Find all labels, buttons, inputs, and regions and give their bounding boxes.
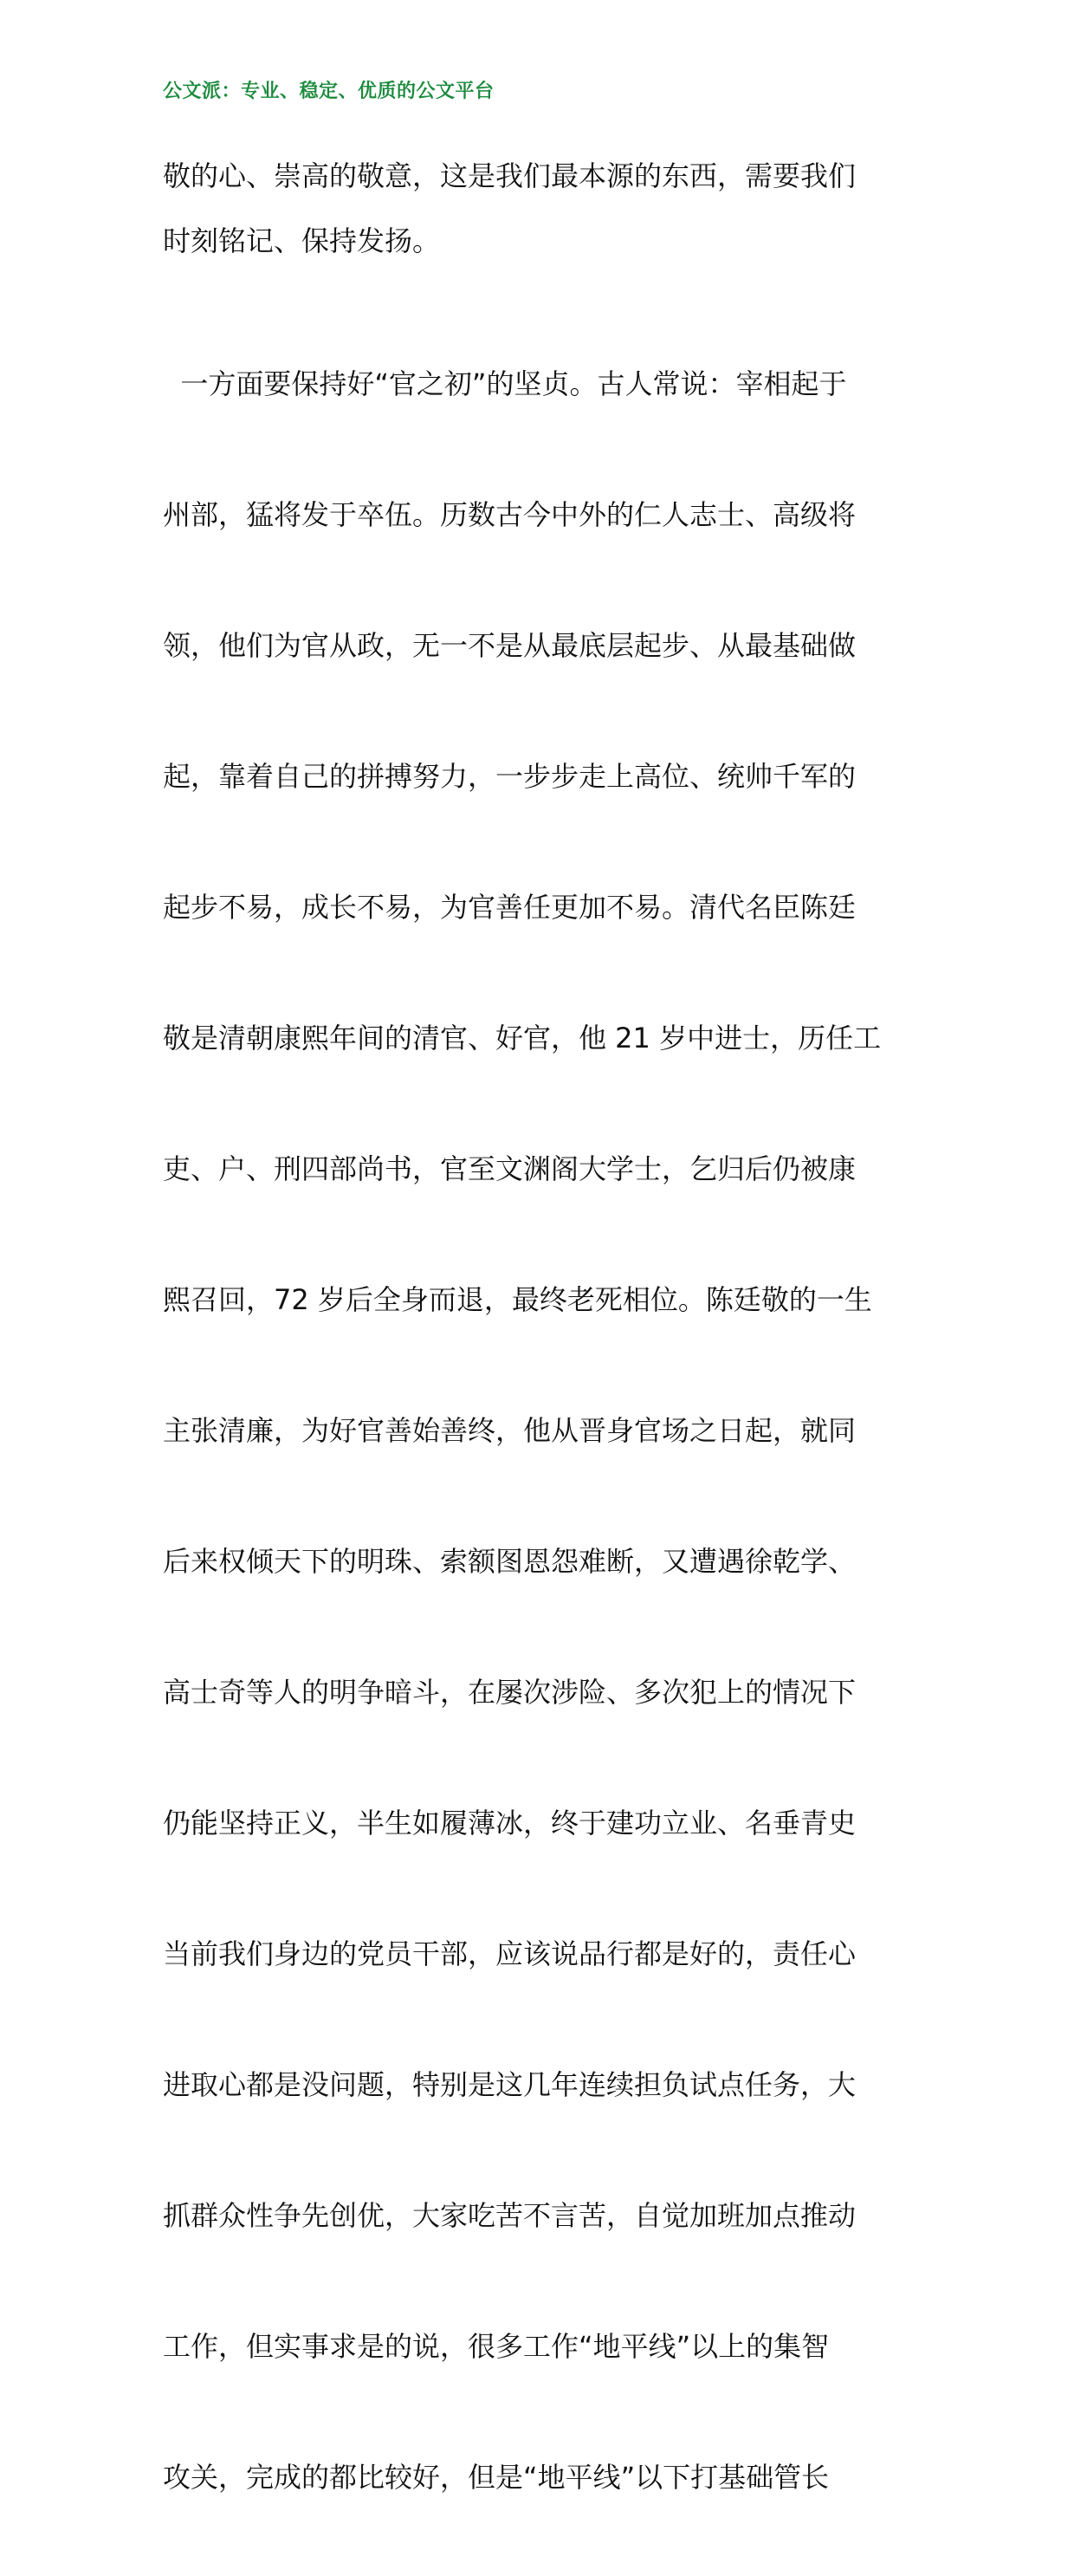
text-line: 敬是清朝康熙年间的清官、好官，他 21 岁中进士，历任工 [163, 1022, 882, 1054]
text-line: 领，他们为官从政，无一不是从最底层起步、从最基础做 [163, 629, 857, 662]
text-line: 一方面要保持好“官之初”的坚贞。古人常说：宰相起于 [163, 367, 847, 400]
text-line: 起，靠着自己的拼搏努力，一步步走上高位、统帅千军的 [163, 760, 857, 793]
text-line: 当前我们身边的党员干部，应该说品行都是好的，责任心 [163, 1937, 857, 1970]
text-line: 攻关，完成的都比较好，但是“地平线”以下打基础管长 [163, 2461, 830, 2494]
text-line: 工作，但实事求是的说，很多工作“地平线”以上的集智 [163, 2330, 830, 2363]
body-text [163, 144, 916, 2576]
text-line: 仍能坚持正义，半生如履薄冰，终于建功立业、名垂青史 [163, 1807, 857, 1840]
site-header: 公文派：专业、稳定、优质的公文平台 [163, 81, 495, 102]
text-line: 吏、户、刑四部尚书，官至文渊阁大学士，乞归后仍被康 [163, 1152, 857, 1185]
text-line: 熙召回，72 岁后全身而退，最终老死相位。陈廷敬的一生 [163, 1283, 872, 1316]
text-line: 高士奇等人的明争暗斗，在屡次涉险、多次犯上的情况下 [163, 1676, 857, 1709]
text-line: 州部，猛将发于卒伍。历数古今中外的仁人志士、高级将 [163, 498, 857, 531]
text-line: 起步不易，成长不易，为官善任更加不易。清代名臣陈廷 [163, 891, 857, 924]
text-line: 时刻铭记、保持发扬。 [163, 224, 441, 257]
text-line: 敬的心、崇高的敬意，这是我们最本源的东西，需要我们 [163, 159, 857, 192]
paragraph [163, 286, 916, 2576]
text-line: 主张清廉，为好官善始善终，他从晋身官场之日起，就同 [163, 1414, 857, 1447]
text-line: 后来权倾天下的明珠、索额图恩怨难断，又遭遇徐乾学、 [163, 1545, 857, 1578]
text-line: 抓群众性争先创优，大家吃苦不言苦，自觉加班加点推动 [163, 2199, 857, 2232]
text-line: 进取心都是没问题，特别是这几年连续担负试点任务，大 [163, 2068, 857, 2101]
paragraph [163, 144, 916, 274]
